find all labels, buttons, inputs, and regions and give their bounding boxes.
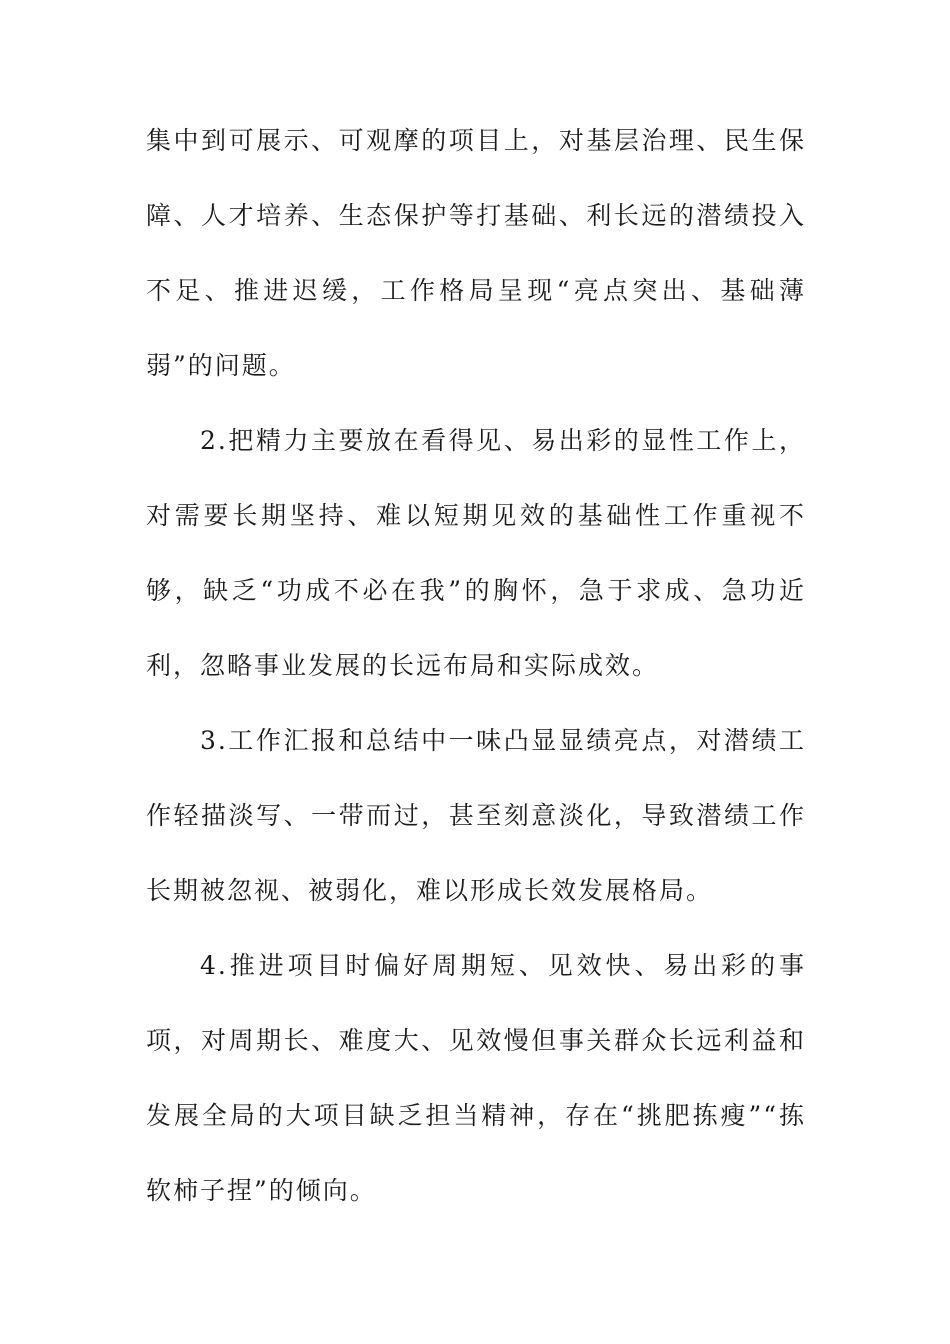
paragraph-continuation: 集中到可展示、可观摩的项目上，对基层治理、民生保障、人才培养、生态保护等打基础、利长远的潜绩投入不足、推进迟缓，工作格局呈现“亮点突出、基础薄弱”的问题。 (146, 126, 806, 380)
paragraph-item-4: 4.推进项目时偏好周期短、见效快、易出彩的事项，对周期长、难度大、见效慢但事关群众长远利益和发展全局的大项目缺乏担当精神，存在“挑肥拣瘦”“拣软柿子捏”的倾向。 (146, 951, 806, 1205)
paragraph-item-3: 3.工作汇报和总结中一味凸显显绩亮点，对潜绩工作轻描淡写、一带而过，甚至刻意淡化，导致潜绩工作长期被忽视、被弱化，难以形成长效发展格局。 (146, 726, 806, 905)
document-body (146, 103, 806, 1228)
paragraph-item-2: 2.把精力主要放在看得见、易出彩的显性工作上，对需要长期坚持、难以短期见效的基础性工作重视不够，缺乏“功成不必在我”的胸怀，急于求成、急功近利，忽略事业发展的长远布局和实际成效。 (146, 426, 806, 680)
